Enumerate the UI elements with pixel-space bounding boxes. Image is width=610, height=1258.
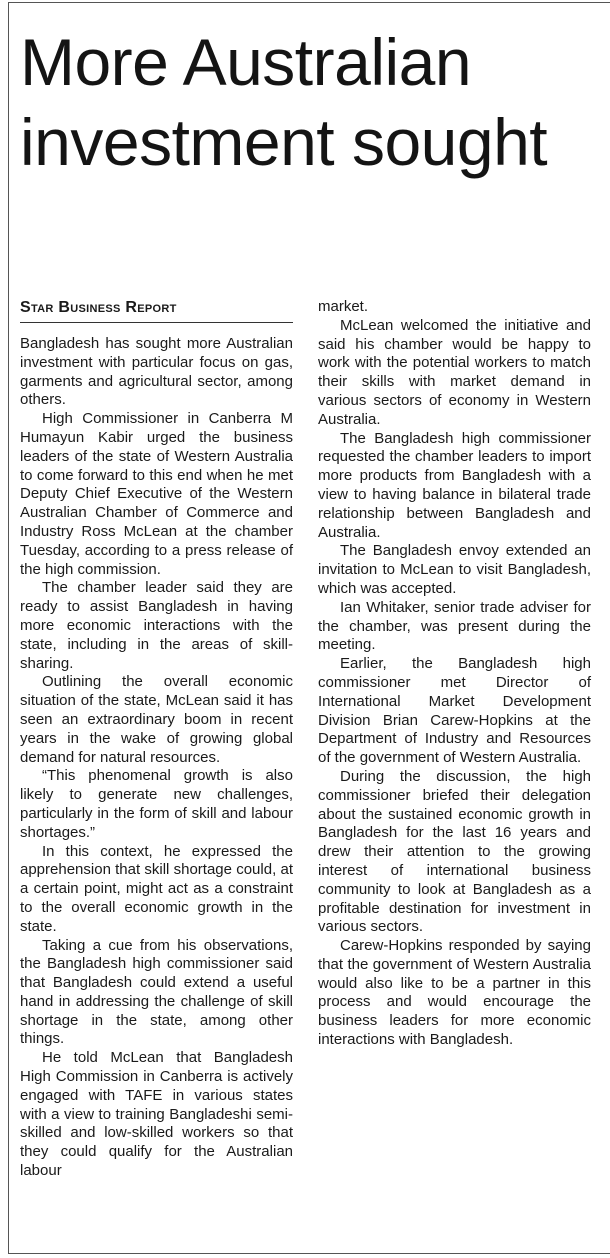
paragraph: The Bangladesh high commissioner requested the chamber leaders to import more products from Bangladesh with a view to having balance in bilateral trade relationship between Bangladesh and Australia. <box>318 429 591 541</box>
byline: Star Business Report <box>20 298 293 323</box>
paragraph: market. <box>318 298 369 315</box>
paragraph: He told McLean that Bangladesh High Commission in Canberra is actively engaged with TAFE in various states with a view to training Bangladeshi semi-skilled and low-skilled workers so that they could qualify for the Australian labour <box>20 1049 293 1180</box>
headline: More Australian investment sought <box>20 25 548 179</box>
right-column <box>318 298 591 1050</box>
paragraph: Earlier, the Bangladesh high commissioner met Director of International Market Development Division Brian Carew-Hopkins at the Department of Industry and Resources of the government of Western Australia. <box>318 655 591 767</box>
paragraph: The chamber leader said they are ready to assist Bangladesh in having more economic interactions with the state, including in the areas of skill-sharing. <box>20 579 293 672</box>
paragraph: “This phenomenal growth is also likely to generate new challenges, particularly in the form of skill and labour shortages.” <box>20 767 293 841</box>
paragraph: Carew-Hopkins responded by saying that the government of Western Australia would also like to be a partner in this process and would encourage the business leaders for more economic interactions with Bangladesh. <box>318 937 591 1049</box>
paragraph: Taking a cue from his observations, the Bangladesh high commissioner said that Bangladesh could extend a useful hand in addressing the challenge of skill shortage in the state, among other things. <box>20 936 293 1048</box>
paragraph: Bangladesh has sought more Australian investment with particular focus on gas, garments and agricultural sector, among others. <box>20 335 293 409</box>
left-column <box>20 335 293 1181</box>
left-rule <box>8 2 9 1254</box>
paragraph: McLean welcomed the initiative and said his chamber would be happy to work with the potential workers to match their skills with market demand in various sectors of economy in Western Australia. <box>318 316 591 428</box>
paragraph: High Commissioner in Canberra M Humayun Kabir urged the business leaders of the state of Western Australia to come forward to this end when he met Deputy Chief Executive of the Western Australian Chamber of Commerce and Industry Ross McLean at the chamber Tuesday, according to a press release of the high commission. <box>20 410 293 578</box>
paragraph: Outlining the overall economic situation of the state, McLean said it has seen an extraordinary boom in recent years in the wake of growing global demand for natural resources. <box>20 673 293 766</box>
bottom-rule <box>8 1253 610 1254</box>
paragraph: Ian Whitaker, senior trade adviser for the chamber, was present during the meeting. <box>318 598 591 654</box>
paragraph: In this context, he expressed the apprehension that skill shortage could, at a certain point, might act as a constraint to the overall economic growth in the state. <box>20 842 293 935</box>
paragraph: During the discussion, the high commissioner briefed their delegation about the sustained economic growth in Bangladesh for the last 16 years and drew their attention to the growing interest of international business community to look at Bangladesh as a profitable destination for investment in various sectors. <box>318 767 591 936</box>
paragraph: The Bangladesh envoy extended an invitation to McLean to visit Bangladesh, which was accepted. <box>318 542 591 597</box>
top-rule <box>8 2 610 3</box>
